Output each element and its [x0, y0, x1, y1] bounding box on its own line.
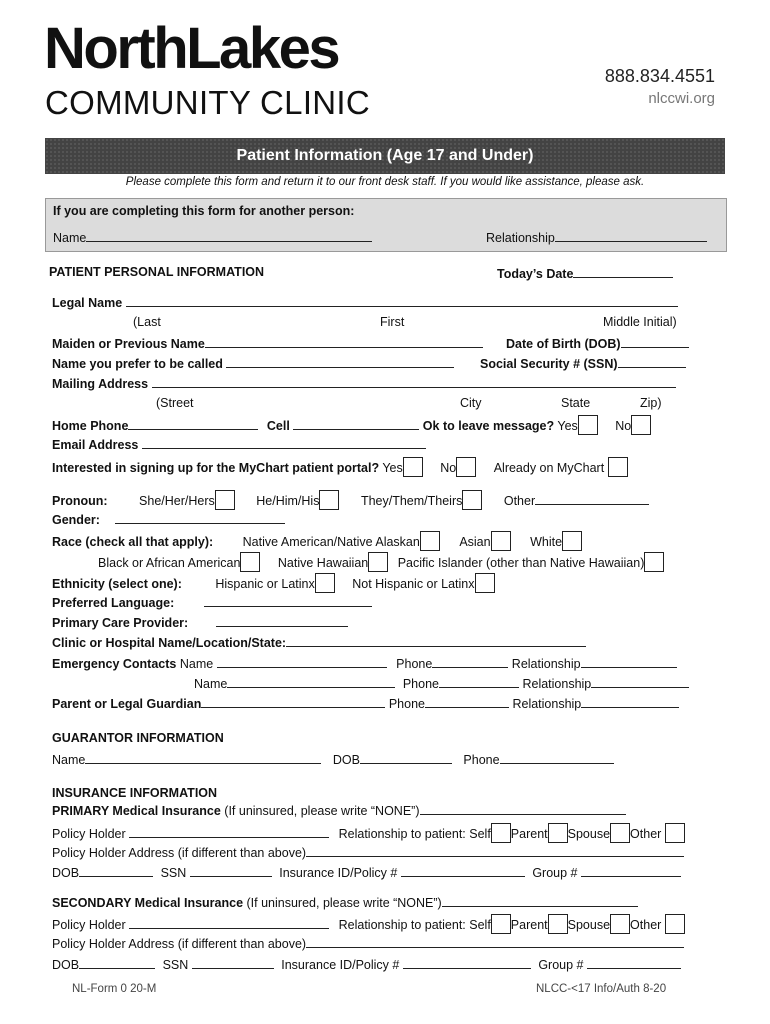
primary-insurance-field[interactable] [420, 802, 626, 815]
emergency-name-field-2[interactable] [227, 675, 395, 688]
other-name-row [53, 229, 372, 245]
email-label: Email Address [52, 438, 139, 452]
emergency-phone-label-2: Phone [402, 677, 439, 691]
primary-spouse-checkbox[interactable] [610, 823, 630, 843]
gender-row [52, 511, 285, 527]
primary-other-label: Other [630, 827, 662, 841]
primary-dob-label: DOB [52, 866, 80, 880]
pronoun-she-label: She/Her/Hers [139, 494, 215, 508]
pronoun-they-label: They/Them/Theirs [360, 494, 463, 508]
legal-name-field[interactable] [126, 294, 678, 307]
primary-id-field[interactable] [401, 864, 525, 877]
mychart-already-checkbox[interactable] [608, 457, 628, 477]
other-relationship-label: Relationship [486, 231, 555, 245]
ethnicity-not-hispanic-label: Not Hispanic or Latinx [352, 577, 475, 591]
name-last-hint: (Last [133, 315, 161, 329]
race-row-1 [52, 531, 582, 551]
secondary-holder-field[interactable] [129, 916, 329, 929]
primary-dob-field[interactable] [79, 864, 153, 877]
primary-parent-label: Parent [510, 827, 548, 841]
secondary-parent-checkbox[interactable] [548, 914, 568, 934]
clinic-field[interactable] [286, 634, 586, 647]
pronoun-she-checkbox[interactable] [215, 490, 235, 510]
secondary-uninsured-hint: (If uninsured, please write “NONE”) [246, 896, 442, 910]
other-person-heading: If you are completing this form for another person: [53, 204, 355, 218]
ethnicity-row [52, 573, 495, 593]
language-row [52, 594, 372, 610]
todays-date-row [497, 265, 673, 281]
emergency-name-field-1[interactable] [217, 655, 387, 668]
mychart-yes-label: Yes [382, 461, 403, 475]
primary-uninsured-hint: (If uninsured, please write “NONE”) [224, 804, 420, 818]
race-label: Race (check all that apply): [52, 535, 214, 549]
maiden-name-field[interactable] [205, 335, 483, 348]
todays-date-label: Today’s Date [497, 267, 574, 281]
guarantor-dob-field[interactable] [360, 751, 452, 764]
instructions: Please complete this form and return it to our front desk staff. If you would like assistance, please ask. [125, 176, 645, 188]
mychart-no-label: No [440, 461, 457, 475]
legal-name-label: Legal Name [52, 296, 123, 310]
guarantor-name-field[interactable] [85, 751, 321, 764]
primary-ids-row [52, 864, 681, 880]
emergency-name-label-2: Name [194, 677, 228, 691]
secondary-insurance-row [52, 894, 638, 910]
guardian-phone-label: Phone [388, 697, 425, 711]
primary-address-field[interactable] [306, 844, 684, 857]
ethnicity-not-hispanic-checkbox[interactable] [475, 573, 495, 593]
primary-insurance-label: PRIMARY Medical Insurance [52, 804, 221, 818]
personal-section-heading: PATIENT PERSONAL INFORMATION [49, 265, 265, 279]
emergency-name-label: Name [179, 657, 214, 671]
guardian-row [52, 695, 679, 711]
secondary-group-field[interactable] [587, 956, 681, 969]
guardian-phone-field[interactable] [425, 695, 509, 708]
name-first-hint: First [380, 315, 405, 329]
ethnicity-label: Ethnicity (select one): [52, 577, 182, 591]
primary-id-label: Insurance ID/Policy # [279, 866, 398, 880]
emergency-relationship-label-2: Relationship [522, 677, 592, 691]
race-pacific-label: Pacific Islander (other than Native Hawaiian) [397, 556, 645, 570]
mailing-address-field[interactable] [152, 375, 676, 388]
pronoun-he-checkbox[interactable] [319, 490, 339, 510]
preferred-name-row [52, 355, 454, 371]
primary-rel-self-label: Relationship to patient: Self [338, 827, 491, 841]
ok-message-yes-checkbox[interactable] [578, 415, 598, 435]
ssn-label: Social Security # (SSN) [480, 357, 618, 371]
emergency-row-2 [194, 675, 689, 691]
secondary-spouse-label: Spouse [567, 918, 611, 932]
guardian-label: Parent or Legal Guardian [52, 697, 202, 711]
secondary-other-label: Other [630, 918, 662, 932]
pronoun-other-label: Other [503, 494, 536, 508]
emergency-row-1 [52, 655, 677, 671]
ok-message-no-label: No [615, 419, 632, 433]
clinic-phone: 888.834.4551 [604, 66, 715, 86]
clinic-row [52, 634, 586, 650]
clinic-label: Clinic or Hospital Name/Location/State: [52, 636, 287, 650]
insurance-section-heading: INSURANCE INFORMATION [52, 786, 218, 800]
address-zip-hint: Zip) [640, 396, 662, 410]
ok-message-label: Ok to leave message? [422, 419, 555, 433]
race-black-checkbox[interactable] [240, 552, 260, 572]
secondary-ids-row [52, 956, 681, 972]
footer-revision: NLCC-<17 Info/Auth 8-20 [536, 983, 667, 995]
pronoun-he-label: He/Him/His [256, 494, 320, 508]
primary-self-checkbox[interactable] [491, 823, 511, 843]
primary-spouse-label: Spouse [567, 827, 611, 841]
primary-parent-checkbox[interactable] [548, 823, 568, 843]
race-hawaiian-label: Native Hawaiian [277, 556, 369, 570]
pcp-label: Primary Care Provider: [52, 616, 189, 630]
address-state-hint: State [561, 396, 591, 410]
maiden-name-label: Maiden or Previous Name [52, 337, 205, 351]
home-phone-field[interactable] [128, 417, 258, 430]
pcp-row [52, 614, 348, 630]
secondary-insurance-label: SECONDARY Medical Insurance [52, 896, 244, 910]
race-pacific-checkbox[interactable] [644, 552, 664, 572]
clinic-website: nlccwi.org [648, 90, 715, 107]
language-field[interactable] [204, 594, 372, 607]
race-asian-checkbox[interactable] [491, 531, 511, 551]
primary-holder-field[interactable] [129, 825, 329, 838]
logo-community-clinic: COMMUNITY CLINIC [45, 84, 371, 121]
pronoun-label: Pronoun: [52, 494, 108, 508]
emergency-label: Emergency Contacts [52, 657, 177, 671]
footer-form-code: NL-Form 0 20-M [72, 983, 157, 995]
race-white-label: White [530, 535, 563, 549]
address-city-hint: City [460, 396, 482, 410]
secondary-dob-label: DOB [52, 958, 80, 972]
secondary-group-label: Group # [538, 958, 584, 972]
form-title: Patient Information (Age 17 and Under) [236, 147, 534, 164]
secondary-id-label: Insurance ID/Policy # [281, 958, 400, 972]
secondary-rel-self-label: Relationship to patient: Self [338, 918, 491, 932]
preferred-name-label: Name you prefer to be called [52, 357, 223, 371]
emergency-phone-label: Phone [396, 657, 433, 671]
mailing-address-row [52, 375, 676, 391]
primary-holder-row [52, 823, 685, 843]
legal-name-row [52, 294, 678, 310]
primary-ssn-field[interactable] [190, 864, 272, 877]
ok-message-no-checkbox[interactable] [631, 415, 651, 435]
race-hawaiian-checkbox[interactable] [368, 552, 388, 572]
emergency-phone-field-2[interactable] [439, 675, 519, 688]
mychart-yes-checkbox[interactable] [403, 457, 423, 477]
other-name-label: Name [53, 231, 87, 245]
race-white-checkbox[interactable] [562, 531, 582, 551]
mailing-address-label: Mailing Address [52, 377, 149, 391]
emergency-relationship-field-2[interactable] [591, 675, 689, 688]
pcp-field[interactable] [216, 614, 348, 627]
emergency-relationship-field-1[interactable] [581, 655, 677, 668]
gender-label: Gender: [52, 513, 100, 527]
primary-address-row [52, 844, 684, 860]
primary-ssn-label: SSN [160, 866, 187, 880]
email-row [52, 436, 426, 452]
ethnicity-hispanic-label: Hispanic or Latinx [215, 577, 315, 591]
mychart-already-label: Already on MyChart [493, 461, 605, 475]
secondary-insurance-field[interactable] [442, 894, 638, 907]
secondary-dob-field[interactable] [79, 956, 155, 969]
pronoun-they-checkbox[interactable] [462, 490, 482, 510]
preferred-name-field[interactable] [226, 355, 454, 368]
race-native-american-checkbox[interactable] [420, 531, 440, 551]
emergency-phone-field-1[interactable] [432, 655, 508, 668]
maiden-name-row [52, 335, 483, 351]
pronoun-row [52, 490, 649, 510]
secondary-spouse-checkbox[interactable] [610, 914, 630, 934]
secondary-address-row [52, 935, 684, 951]
primary-address-label: Policy Holder Address (if different than above) [52, 846, 307, 860]
secondary-ssn-label: SSN [162, 958, 189, 972]
guarantor-section-heading: GUARANTOR INFORMATION [52, 731, 224, 745]
ssn-field[interactable] [618, 355, 686, 368]
secondary-address-label: Policy Holder Address (if different than above) [52, 937, 307, 951]
guarantor-name-label: Name [52, 753, 86, 767]
secondary-holder-row [52, 914, 685, 934]
primary-group-field[interactable] [581, 864, 681, 877]
race-black-label: Black or African American [98, 556, 241, 570]
dob-label: Date of Birth (DOB) [506, 337, 621, 351]
cell-label: Cell [266, 419, 290, 433]
guarantor-row [52, 751, 614, 767]
mychart-question: Interested in signing up for the MyChart patient portal? [52, 461, 380, 475]
title-banner [45, 138, 725, 174]
logo-northlakes: NorthLakes [44, 16, 339, 81]
gender-field[interactable] [115, 511, 285, 524]
name-middle-hint: Middle Initial) [603, 315, 677, 329]
primary-other-checkbox[interactable] [665, 823, 685, 843]
race-asian-label: Asian [459, 535, 491, 549]
dob-row [506, 335, 689, 351]
mychart-row [52, 457, 628, 477]
guarantor-phone-field[interactable] [500, 751, 614, 764]
home-phone-label: Home Phone [52, 419, 129, 433]
secondary-parent-label: Parent [510, 918, 548, 932]
primary-group-label: Group # [532, 866, 578, 880]
pronoun-other-field[interactable] [535, 492, 649, 505]
secondary-address-field[interactable] [306, 935, 684, 948]
language-label: Preferred Language: [52, 596, 175, 610]
other-relationship-row [486, 229, 707, 245]
secondary-id-field[interactable] [403, 956, 531, 969]
ok-message-yes-label: Yes [557, 419, 578, 433]
ethnicity-hispanic-checkbox[interactable] [315, 573, 335, 593]
race-native-american-label: Native American/Native Alaskan [242, 535, 420, 549]
guardian-name-field[interactable] [201, 695, 385, 708]
email-field[interactable] [142, 436, 426, 449]
other-name-field[interactable] [86, 229, 372, 242]
dob-field[interactable] [621, 335, 689, 348]
guarantor-phone-label: Phone [463, 753, 500, 767]
phone-row [52, 415, 651, 435]
secondary-self-checkbox[interactable] [491, 914, 511, 934]
guardian-relationship-label: Relationship [512, 697, 582, 711]
race-row-2 [98, 552, 664, 572]
primary-insurance-row [52, 802, 626, 818]
cell-field[interactable] [293, 417, 419, 430]
todays-date-field[interactable] [573, 265, 673, 278]
other-relationship-field[interactable] [555, 229, 707, 242]
guardian-relationship-field[interactable] [581, 695, 679, 708]
secondary-ssn-field[interactable] [192, 956, 274, 969]
secondary-other-checkbox[interactable] [665, 914, 685, 934]
address-street-hint: (Street [156, 396, 194, 410]
emergency-relationship-label: Relationship [511, 657, 581, 671]
ssn-row [480, 355, 686, 371]
secondary-holder-label: Policy Holder [52, 918, 126, 932]
mychart-no-checkbox[interactable] [456, 457, 476, 477]
guarantor-dob-label: DOB [332, 753, 360, 767]
primary-holder-label: Policy Holder [52, 827, 126, 841]
